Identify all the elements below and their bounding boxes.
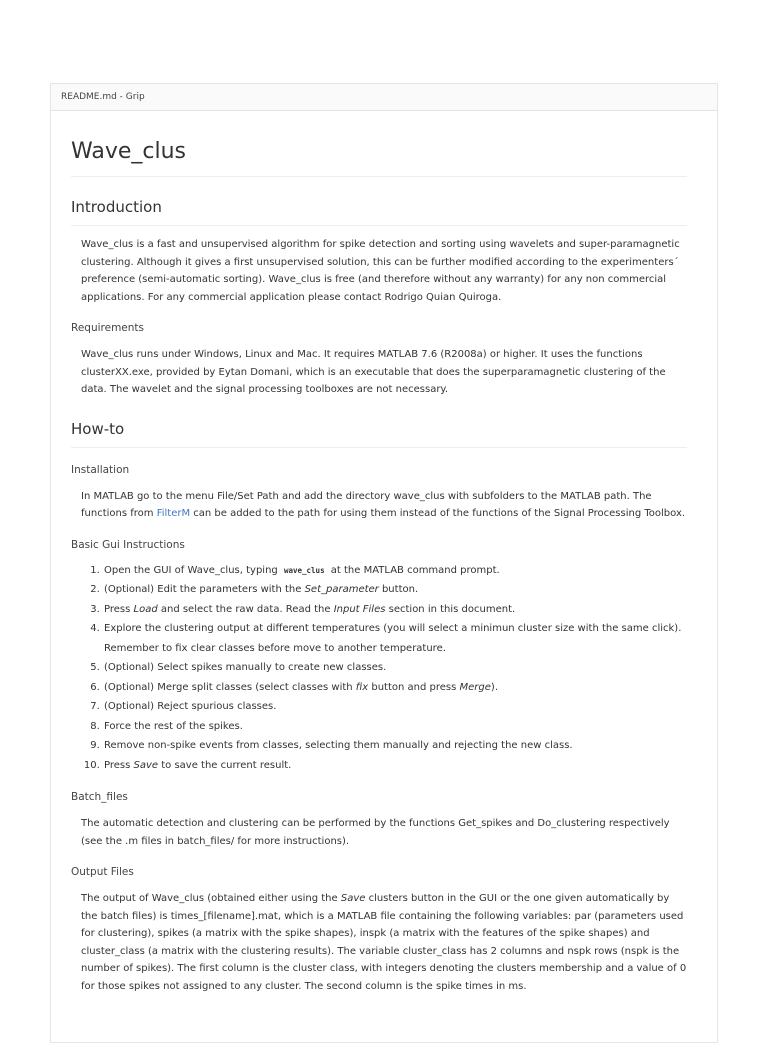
step-text: (Optional) Merge split classes (select classes with: [104, 681, 356, 693]
step-text: and select the raw data. Read the: [157, 603, 334, 615]
step-emphasis: Input Files: [333, 603, 386, 615]
page-title: Wave_clus: [71, 137, 687, 177]
installation-text-before: In MATLAB go to the menu File/Set Path and add the directory wave_clus with subfolders to the MATLAB path. The functions from: [81, 490, 652, 519]
step-text: section in this document.: [385, 603, 516, 615]
heading-batch-files: Batch_files: [71, 791, 128, 803]
output-emphasis: Save: [340, 893, 366, 904]
step-emphasis: Merge: [459, 681, 491, 693]
intro-paragraph: Wave_clus is a fast and unsupervised algorithm for spike detection and sorting using wavelets and super-paramagnetic clustering. Although it gives a first unsupervised solution, this can be further modified according to the experimenters´ preference (semi-automatic sorting). Wave_clus is free (and therefore without any warranty) for any non commercial applications. For any commercial application please contact Rodrigo Quian Quiroga.: [81, 239, 680, 303]
installation-paragraph: [81, 488, 687, 523]
list-item: 9. Remove non-spike events from classes, selecting them manually and rejecting the new class.: [103, 736, 687, 756]
heading-installation: Installation: [71, 463, 130, 476]
readme-content: [51, 137, 717, 995]
output-paragraph: [81, 890, 687, 995]
step-emphasis: fix: [355, 681, 369, 693]
variable-inspk: inspk: [359, 928, 387, 939]
step-text: Press: [104, 759, 134, 771]
heading-requirements: Requirements: [71, 322, 144, 334]
output-text: (a matrix with the clustering results). The variable: [144, 945, 403, 957]
variable-spikes: spikes: [157, 928, 189, 939]
heading-howto: How-to: [71, 419, 687, 448]
output-text: The output of Wave_clus (obtained either using the: [81, 893, 341, 904]
list-item: [103, 678, 687, 698]
list-item: 8. Force the rest of the spikes.: [103, 717, 687, 737]
code-wave-clus: wave_clus: [283, 565, 325, 575]
step-text: (Optional) Edit the parameters with the: [104, 584, 305, 595]
gui-steps-list: [71, 561, 687, 776]
list-item: 7. (Optional) Reject spurious classes.: [103, 697, 687, 717]
output-text: (a matrix with the spike shapes),: [188, 928, 360, 939]
list-item: 4. Explore the clustering output at different temperatures (you will select a minimun cluster size with the same click). Remember to fix clear classes before move to another temperature.: [103, 619, 687, 658]
step-emphasis: Set_parameter: [304, 584, 379, 595]
grip-window: [50, 83, 718, 1043]
output-text: clusters button in the GUI or the one given automatically by the batch files) is times_[filename].mat, which is a MATLAB file containing the following variables: par (parameters used for clustering),: [81, 893, 684, 939]
output-text: (a matrix with the features of the spike shapes) and: [386, 928, 650, 939]
requirements-paragraph: Wave_clus runs under Windows, Linux and Mac. It requires MATLAB 7.6 (R2008a) or higher. It uses the functions clusterXX.exe, provided by Eytan Domani, which is an executable that does the superparamagnetic clustering of the data. The wavelet and the signal processing toolboxes are not necessary.: [81, 349, 666, 395]
step-emphasis: Load: [133, 603, 158, 615]
filterm-link[interactable]: FilterM: [156, 508, 191, 519]
heading-introduction: Introduction: [71, 197, 687, 226]
list-item: [103, 600, 687, 620]
step-text: at the MATLAB command prompt.: [327, 564, 500, 576]
step-text: ).: [490, 681, 499, 693]
list-item: [103, 756, 687, 776]
window-title: README.md - Grip: [51, 84, 717, 111]
step-text: Press: [104, 603, 134, 615]
variable-cluster-class: cluster_class: [81, 945, 145, 957]
batch-paragraph: The automatic detection and clustering can be performed by the functions Get_spikes and Do_clustering respectively (see the .m files in batch_files/ for more instructions).: [81, 818, 670, 847]
step-text: Open the GUI of Wave_clus, typing: [104, 564, 281, 576]
output-text: has 2 columns and nspk rows (nspk is the number of spikes). The first column is the cluster class, with integers denoting the clusters membership and a value of 0 for those spikes not assigned to any cluster. The second column is the spike times in ms.: [81, 945, 687, 992]
list-item: [103, 561, 687, 581]
step-text: button.: [378, 584, 419, 595]
list-item: [103, 580, 687, 600]
step-text: to save the current result.: [158, 759, 292, 771]
list-item: 5. (Optional) Select spikes manually to create new classes.: [103, 658, 687, 678]
heading-output-files: Output Files: [71, 866, 134, 878]
variable-cluster-class: cluster_class: [402, 945, 467, 957]
heading-basic-gui: Basic Gui Instructions: [71, 538, 185, 551]
step-text: button and press: [368, 681, 460, 693]
step-emphasis: Save: [133, 759, 159, 771]
installation-text-after: can be added to the path for using them instead of the functions of the Signal Processing Toolbox.: [190, 508, 686, 519]
